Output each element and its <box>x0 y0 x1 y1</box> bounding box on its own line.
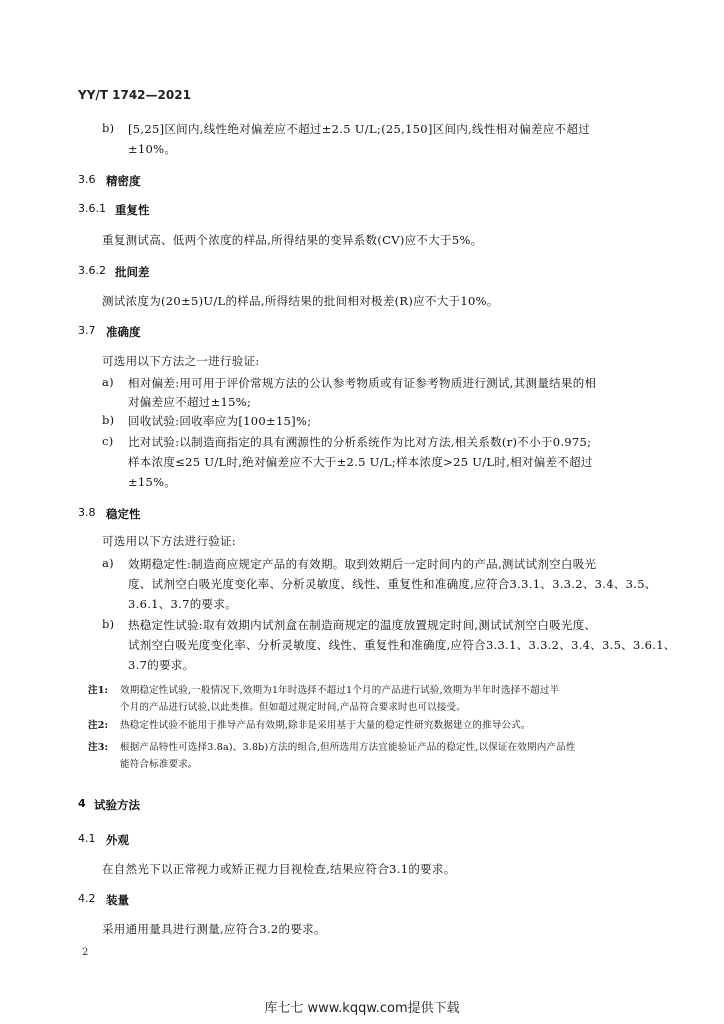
note-line: 热稳定性试验不能用于推导产品有效期,除非是采用基于大量的稳定性研究数据建立的推导公式。 <box>120 720 531 731</box>
paragraph-line: ±15%。 <box>128 475 177 489</box>
footer-watermark: 库七七 www.kqqw.com提供下载 <box>264 1001 460 1016</box>
paragraph-line: 3.7的要求。 <box>128 658 195 672</box>
paragraph-line: 比对试验:以制造商指定的具有溯源性的分析系统作为比对方法,相关系数(r)不小于0.975; <box>128 435 592 449</box>
paragraph-line: 在自然光下以正常视力或矫正视力目视检查,结果应符合3.1的要求。 <box>102 862 456 876</box>
paragraph-line: 试剂空白吸光度变化率、分析灵敏度、线性、重复性和准确度,应符合3.3.1、3.3.2、3.4、3.5、3.6.1、 <box>128 638 676 652</box>
note-line: 个月的产品进行试验,以此类推。但如超过规定时间,产品符合要求时也可以接受。 <box>120 702 466 713</box>
standard-id-header: YY/T 1742—2021 <box>78 88 191 102</box>
paragraph-line: 采用通用量具进行测量,应符合3.2的要求。 <box>102 922 326 936</box>
note-label: 注1: <box>88 685 109 696</box>
section-number: 3.7 <box>78 324 96 337</box>
section-number: 4.2 <box>78 892 96 905</box>
paragraph-line: 回收试验:回收率应为[100±15]%; <box>128 414 312 428</box>
section-number: 3.6 <box>78 173 96 186</box>
section-number: 3.8 <box>78 506 96 519</box>
section-heading: 稳定性 <box>106 507 141 521</box>
paragraph-line: 样本浓度≤25 U/L时,绝对偏差应不大于±2.5 U/L;样本浓度>25 U/L时,相对偏差不超过 <box>128 455 593 469</box>
section-number: 3.6.2 <box>78 264 106 277</box>
note-line: 效期稳定性试验,一般情况下,效期为1年时选择不超过1个月的产品进行试验,效期为半年时选择不超过半 <box>120 685 560 696</box>
paragraph-line: 可选用以下方法进行验证: <box>102 534 236 548</box>
list-marker: b) <box>102 617 115 631</box>
section-number: 4.1 <box>78 832 96 845</box>
list-marker: a) <box>102 375 114 389</box>
note-line: 根据产品特性可选择3.8a)、3.8b)方法的组合,但所选用方法宜能验证产品的稳定性,以保证在效期内产品性 <box>120 742 576 753</box>
section-heading: 重复性 <box>115 203 150 217</box>
paragraph-line: 热稳定性试验:取有效期内试剂盒在制造商规定的温度放置规定时间,测试试剂空白吸光度、 <box>128 618 597 632</box>
paragraph-line: 可选用以下方法之一进行验证: <box>102 354 260 368</box>
list-marker: b) <box>102 413 115 427</box>
note-line: 能符合标准要求。 <box>120 759 198 770</box>
list-marker: b) <box>102 121 115 135</box>
page-number: 2 <box>82 947 89 958</box>
note-label: 注3: <box>88 742 109 753</box>
paragraph-line: 效期稳定性:制造商应规定产品的有效期。取到效期后一定时间内的产品,测试试剂空白吸光 <box>128 557 597 571</box>
paragraph-line: 度、试剂空白吸光度变化率、分析灵敏度、线性、重复性和准确度,应符合3.3.1、3.3.2、3.4、3.5、 <box>128 577 657 591</box>
section-heading: 准确度 <box>106 325 141 339</box>
paragraph-line: 重复测试高、低两个浓度的样品,所得结果的变异系数(CV)应不大于5%。 <box>102 233 483 247</box>
chapter-number: 4 <box>78 797 86 810</box>
paragraph-line: 相对偏差:用可用于评价常规方法的公认参考物质或有证参考物质进行测试,其测量结果的相 <box>128 376 597 390</box>
section-heading: 外观 <box>106 833 129 847</box>
list-marker: c) <box>102 434 114 448</box>
paragraph-line: [5,25]区间内,线性绝对偏差应不超过±2.5 U/L;(25,150]区间内,线性相对偏差应不超过 <box>128 122 591 136</box>
section-heading: 装量 <box>106 893 129 907</box>
note-label: 注2: <box>88 720 109 731</box>
chapter-heading: 试验方法 <box>94 798 140 812</box>
paragraph-line: 3.6.1、3.7的要求。 <box>128 597 237 611</box>
paragraph-line: 对偏差应不超过±15%; <box>128 395 252 409</box>
section-heading: 精密度 <box>106 174 141 188</box>
paragraph-line: 测试浓度为(20±5)U/L的样品,所得结果的批间相对极差(R)应不大于10%。 <box>102 294 499 308</box>
list-marker: a) <box>102 556 114 570</box>
section-heading: 批间差 <box>115 265 150 279</box>
paragraph-line: ±10%。 <box>128 142 177 156</box>
section-number: 3.6.1 <box>78 202 106 215</box>
